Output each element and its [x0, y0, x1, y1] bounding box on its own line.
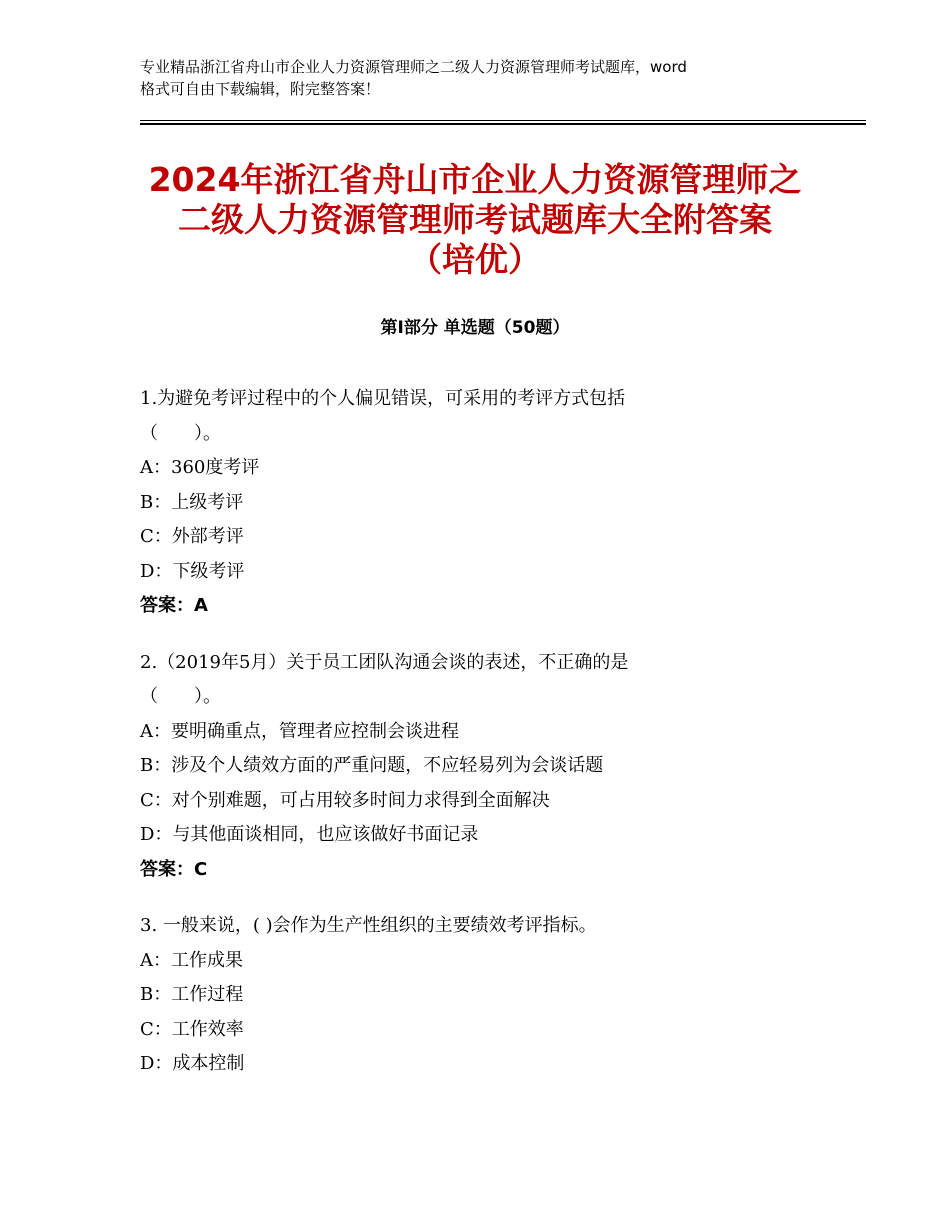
- question-stem: 3. 一般来说，( )会作为生产性组织的主要绩效考评指标。: [140, 915, 597, 936]
- question-2: [140, 646, 860, 888]
- answer: 答案：A: [140, 595, 208, 616]
- section-title: 第Ⅰ部分 单选题（50题）: [380, 318, 570, 338]
- question-stem-continued: （ ）。: [140, 686, 221, 707]
- question-stem-continued: （ ）。: [140, 422, 221, 444]
- option-a: A：要明确重点，管理者应控制会谈进程: [140, 720, 459, 742]
- header-note-line: 专业精品浙江省舟山市企业人力资源管理师之二级人力资源管理师考试题库，word: [140, 58, 687, 76]
- option-d: D：成本控制: [140, 1053, 245, 1074]
- header-divider: [140, 123, 866, 125]
- title-line: （培优）: [409, 240, 541, 279]
- option-b: B：上级考评: [140, 491, 244, 513]
- question-1: [140, 382, 860, 624]
- title-line: 2024年浙江省舟山市企业人力资源管理师之: [148, 160, 802, 199]
- option-b: B：工作过程: [140, 984, 244, 1005]
- option-c: C：对个别难题，可占用较多时间力求得到全面解决: [140, 789, 550, 811]
- header-divider: [140, 120, 866, 121]
- option-b: B：涉及个人绩效方面的严重问题，不应轻易列为会谈话题: [140, 755, 604, 776]
- option-d: D：与其他面谈相同，也应该做好书面记录: [140, 824, 479, 845]
- question-list: [140, 382, 860, 1104]
- option-a: A：工作成果: [140, 949, 243, 971]
- header-note: [140, 56, 840, 100]
- question-3: [140, 909, 860, 1082]
- question-stem: 2.（2019年5月）关于员工团队沟通会谈的表述，不正确的是: [140, 651, 629, 673]
- header-note-line: 格式可自由下载编辑，附完整答案！: [140, 80, 381, 98]
- option-d: D：下级考评: [140, 560, 245, 582]
- answer: 答案：C: [140, 858, 208, 880]
- option-a: A：360度考评: [140, 457, 260, 478]
- option-c: C：工作效率: [140, 1018, 244, 1040]
- document-title: [100, 160, 850, 280]
- title-line: 二级人力资源管理师考试题库大全附答案: [178, 200, 772, 239]
- option-c: C：外部考评: [140, 526, 244, 547]
- question-stem: 1.为避免考评过程中的个人偏见错误，可采用的考评方式包括: [140, 388, 626, 409]
